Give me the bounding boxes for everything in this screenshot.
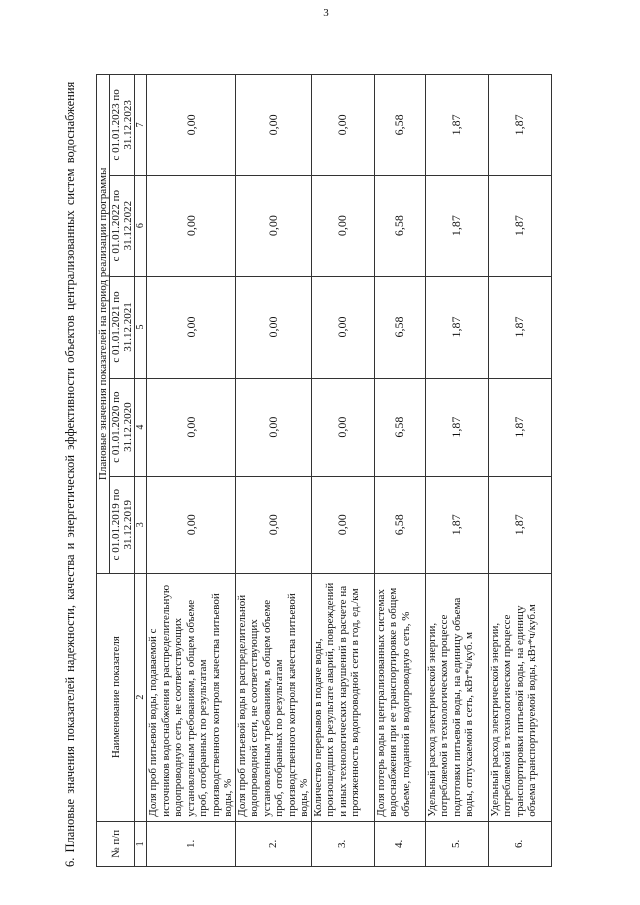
table-row	[374, 75, 425, 867]
indicator-name: Доля проб питьевой воды, подаваемой с источников водоснабжения в распределительную водопроводную сеть, не соответствующих установленным требованиям, в общем объеме проб, отобранных по результатам производственного контроля качества питьевой воды, %	[147, 573, 236, 821]
row-number: 4.	[374, 821, 425, 866]
header-indicator-name: Наименование показателя	[97, 573, 135, 821]
value-cell: 0,00	[147, 378, 236, 476]
value-cell: 1,87	[425, 476, 488, 573]
value-cell: 1,87	[425, 175, 488, 276]
value-cell: 6,58	[374, 476, 425, 573]
value-cell: 0,00	[311, 476, 374, 573]
row-number: 3.	[311, 821, 374, 866]
value-cell: 0,00	[235, 276, 311, 378]
header-planned-values: Плановые значения показателей на период реализации программы	[97, 75, 110, 574]
column-index: 4	[135, 378, 147, 476]
column-index: 3	[135, 476, 147, 573]
indicator-name: Удельный расход электрической энергии, потребляемой в технологическом процессе подготовки питьевой воды, на единицу объема воды, отпускаемой в сеть, кВт*ч/куб. м	[425, 573, 488, 821]
indicator-name: Доля потерь воды в централизованных системах водоснабжения при ее транспортировке в общем объеме, поданной в водопроводную сеть, %	[374, 573, 425, 821]
row-number: 2.	[235, 821, 311, 866]
header-period: с 01.01.2019 по 31.12.2019	[110, 476, 135, 573]
value-cell: 0,00	[311, 75, 374, 176]
table-row	[488, 75, 551, 867]
section-heading: 6. Плановые значения показателей надежности, качества и энергетической эффективности объектов централизованных систем водоснабжения	[63, 81, 77, 867]
table-row	[147, 75, 236, 867]
value-cell: 6,58	[374, 175, 425, 276]
value-cell: 1,87	[425, 75, 488, 176]
header-row-group	[97, 75, 110, 867]
value-cell: 0,00	[235, 476, 311, 573]
value-cell: 1,87	[488, 378, 551, 476]
column-index: 5	[135, 276, 147, 378]
header-num: № п/п	[97, 821, 135, 866]
value-cell: 1,87	[488, 75, 551, 176]
value-cell: 0,00	[147, 175, 236, 276]
value-cell: 0,00	[311, 378, 374, 476]
value-cell: 0,00	[235, 378, 311, 476]
header-period: с 01.01.2022 по 31.12.2022	[110, 175, 135, 276]
row-number: 6.	[488, 821, 551, 866]
value-cell: 1,87	[488, 476, 551, 573]
header-row-column-indexes	[135, 75, 147, 867]
value-cell: 1,87	[488, 276, 551, 378]
table-row	[425, 75, 488, 867]
value-cell: 1,87	[425, 378, 488, 476]
value-cell: 0,00	[147, 276, 236, 378]
value-cell: 0,00	[147, 75, 236, 176]
table-row	[235, 75, 311, 867]
indicator-name: Доля проб питьевой воды в распределительной водопроводной сети, не соответствующих установленным требованиям, в общем объеме проб, отобранных по результатам производственного контроля качества питьевой воды, %	[235, 573, 311, 821]
value-cell: 0,00	[235, 175, 311, 276]
row-number: 5.	[425, 821, 488, 866]
indicator-name: Удельный расход электрической энергии, потребляемой в технологическом процессе транспортировки питьевой воды, на единицу объема транспортируемой воды, кВт*ч/куб.м	[488, 573, 551, 821]
header-period: с 01.01.2023 по 31.12.2023	[110, 75, 135, 176]
indicator-name: Количество перерывов в подаче воды, произошедших в результате аварий, повреждений и иных технологических нарушений в расчете на протяженность водопроводной сети в год, ед./км	[311, 573, 374, 821]
value-cell: 0,00	[311, 175, 374, 276]
column-index: 6	[135, 175, 147, 276]
page-number: 3	[323, 7, 329, 19]
column-index: 2	[135, 573, 147, 821]
value-cell: 6,58	[374, 276, 425, 378]
column-index: 7	[135, 75, 147, 176]
value-cell: 6,58	[374, 75, 425, 176]
value-cell: 0,00	[311, 276, 374, 378]
table-row	[311, 75, 374, 867]
column-index: 1	[135, 821, 147, 866]
value-cell: 6,58	[374, 378, 425, 476]
value-cell: 1,87	[425, 276, 488, 378]
indicators-table	[96, 74, 552, 867]
value-cell: 0,00	[235, 75, 311, 176]
value-cell: 1,87	[488, 175, 551, 276]
header-period: с 01.01.2020 по 31.12.2020	[110, 378, 135, 476]
value-cell: 0,00	[147, 476, 236, 573]
row-number: 1.	[147, 821, 236, 866]
header-period: с 01.01.2021 по 31.12.2021	[110, 276, 135, 378]
